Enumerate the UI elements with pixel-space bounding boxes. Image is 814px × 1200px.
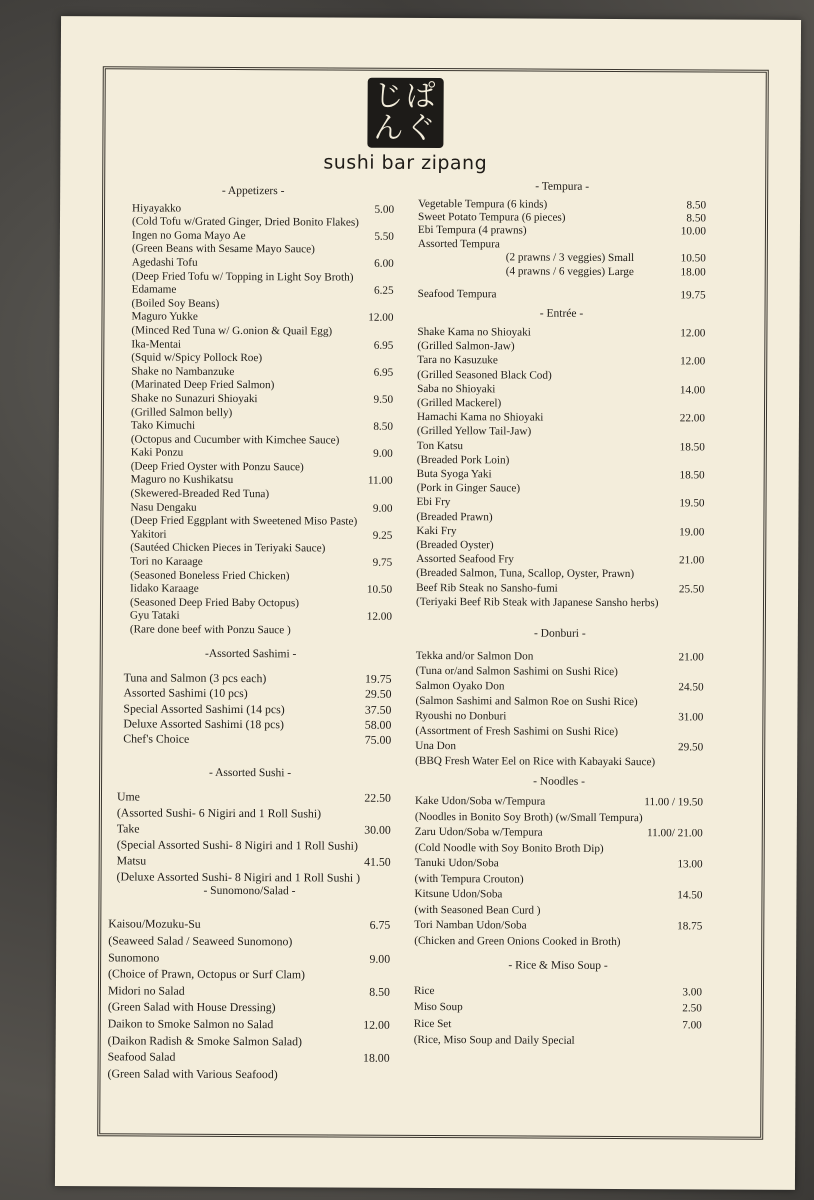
item-name: Maguro Yukke — [131, 310, 198, 324]
menu-item — [123, 731, 391, 748]
item-desc: (BBQ Fresh Water Eel on Rice with Kabayaki Sauce) — [415, 754, 656, 768]
menu-item — [130, 528, 392, 557]
menu-item — [108, 916, 390, 951]
item-price: 13.00 — [677, 858, 703, 871]
section-title-tempura: - Tempura - — [535, 180, 590, 193]
menu-item — [414, 983, 702, 1001]
menu-item — [131, 447, 393, 476]
item-desc: (Grilled Mackerel) — [417, 396, 502, 410]
item-name: Iidako Karaage — [130, 582, 199, 596]
menu-item — [132, 229, 394, 258]
item-name: Ingen no Goma Mayo Ae — [131, 229, 246, 242]
item-price: 12.00 — [680, 327, 706, 340]
section-title-sushi: - Assorted Sushi - — [209, 767, 292, 780]
item-price: 29.50 — [364, 687, 392, 702]
item-name: Ika-Mentai — [131, 337, 182, 351]
item-name: Assorted Seafood Fry — [416, 553, 514, 566]
item-name: Rice — [413, 984, 435, 997]
menu-item — [417, 353, 705, 383]
item-desc: (Grilled Seasoned Black Cod) — [417, 368, 552, 382]
item-desc: (Salmon Sashimi and Salmon Roe on Sushi Rice) — [415, 694, 638, 708]
item-price: 12.00 — [363, 1017, 390, 1032]
menu-item — [415, 794, 703, 827]
item-price: 18.00 — [680, 265, 706, 279]
item-price: 18.50 — [679, 440, 705, 454]
menu-item — [414, 999, 702, 1017]
item-price: 11.00/ 21.00 — [646, 827, 703, 840]
item-desc: (Octopus and Cucumber with Kimchee Sauce) — [130, 433, 340, 447]
item-price: 30.00 — [364, 822, 391, 837]
item-price: 6.25 — [374, 284, 394, 297]
tempura-list — [418, 198, 707, 303]
item-name: Daikon to Smoke Salmon no Salad — [107, 1016, 274, 1032]
item-price: 22.50 — [364, 790, 392, 805]
item-name: Hiyayakko — [132, 202, 182, 215]
item-desc: (Deluxe Assorted Sushi- 8 Nigiri and 1 Roll Sushi ) — [116, 869, 361, 885]
item-name: Miso Soup — [413, 1001, 463, 1014]
item-desc: (Skewered-Breaded Red Tuna) — [130, 487, 270, 501]
item-name: Ebi Tempura (4 prawns) — [417, 224, 527, 237]
item-price: 18.50 — [679, 469, 705, 482]
item-price: 19.75 — [680, 289, 706, 302]
menu-item — [131, 392, 393, 421]
item-name: (2 prawns / 3 veggies) Small — [505, 251, 635, 265]
item-price: 6.95 — [373, 366, 394, 379]
menu-item — [131, 420, 393, 449]
menu-item — [117, 852, 391, 885]
item-name: Sweet Potato Tempura (6 pieces) — [417, 210, 566, 224]
item-name: Beef Rib Steak no Sansho-fumi — [416, 581, 558, 595]
item-name: Yakitori — [130, 528, 167, 541]
right-column — [414, 180, 707, 1050]
restaurant-name: sushi bar zipang — [323, 151, 488, 175]
item-name: Ryoushi no Donburi — [415, 709, 507, 723]
item-desc: (Grilled Yellow Tail-Jaw) — [416, 425, 532, 438]
item-name: Take — [116, 821, 140, 836]
menu-item — [416, 649, 704, 681]
item-name: Matsu — [116, 853, 147, 868]
item-price: 6.00 — [374, 257, 394, 270]
item-name: Deluxe Assorted Sashimi (18 pcs) — [123, 716, 284, 732]
item-name: Ton Katsu — [416, 439, 463, 452]
donburi-list — [415, 649, 704, 771]
menu-item — [417, 439, 705, 469]
item-name: Assorted Tempura — [417, 237, 500, 251]
item-price: 10.50 — [680, 252, 706, 265]
menu-item — [416, 495, 704, 525]
item-desc: (Assorted Sushi- 6 Nigiri and 1 Roll Sushi) — [116, 805, 322, 821]
menu-item — [131, 311, 393, 340]
item-name: Shake no Nambanzuke — [131, 365, 235, 378]
menu-item — [117, 788, 391, 821]
item-name: Hamachi Kama no Shioyaki — [416, 411, 544, 424]
menu-item — [418, 288, 706, 303]
sushi-list — [109, 788, 391, 885]
item-name: (4 prawns / 6 veggies) Large — [505, 265, 634, 278]
menu-item — [123, 701, 391, 718]
menu-item — [417, 325, 705, 355]
item-price: 12.00 — [680, 355, 706, 368]
menu-item — [108, 949, 390, 984]
section-title-donburi: - Donburi - — [533, 627, 586, 640]
item-price: 41.50 — [364, 854, 391, 869]
item-price: 9.50 — [373, 393, 394, 406]
item-name: Buta Syoga Yaki — [416, 468, 492, 481]
menu-item — [416, 524, 704, 554]
item-price: 37.50 — [364, 702, 392, 717]
menu-item — [131, 338, 393, 367]
item-price: 10.00 — [680, 225, 706, 238]
menu-item — [130, 610, 392, 639]
item-name: Kake Udon/Soba w/Tempura — [414, 795, 546, 808]
item-desc: (Cold Noodle with Soy Bonito Broth Dip) — [414, 841, 604, 855]
item-name: Special Assorted Sashimi (14 pcs) — [123, 701, 285, 716]
salad-list — [107, 916, 390, 1083]
menu-item — [117, 820, 391, 853]
item-price: 58.00 — [364, 717, 392, 732]
left-column — [107, 184, 394, 1083]
item-price: 6.95 — [373, 339, 394, 352]
menu-item — [417, 410, 705, 440]
item-price: 5.50 — [374, 230, 394, 243]
menu-item — [123, 716, 391, 733]
item-price: 11.00 — [367, 475, 393, 488]
item-price: 22.00 — [679, 412, 706, 425]
item-name: Tanuki Udon/Soba — [414, 857, 499, 870]
item-price: 7.00 — [682, 1019, 702, 1032]
menu-item — [414, 887, 702, 920]
menu-item — [130, 501, 392, 530]
item-price: 24.50 — [678, 680, 704, 694]
menu-item — [416, 581, 704, 611]
item-price: 19.75 — [365, 671, 392, 686]
appetizers-list — [110, 202, 394, 638]
item-price: 11.00 / 19.50 — [644, 796, 703, 809]
item-price: 21.00 — [678, 651, 704, 664]
item-name: Una Don — [415, 739, 456, 752]
menu-item — [123, 686, 391, 703]
item-desc: (Breaded Oyster) — [416, 539, 494, 552]
item-price: 31.00 — [678, 710, 704, 724]
item-price: 19.00 — [679, 526, 705, 539]
item-name: Shake Kama no Shioyaki — [417, 325, 531, 339]
item-name: Salmon Oyako Don — [415, 679, 505, 693]
sashimi-list — [109, 671, 391, 748]
menu-item — [131, 365, 393, 394]
item-desc: (Squid w/Spicy Pollock Roe) — [131, 351, 263, 365]
item-name: Vegetable Tempura (6 kinds) — [418, 197, 548, 211]
item-name: Tuna and Salmon (3 pcs each) — [123, 670, 267, 686]
item-name: Nasu Dengaku — [130, 501, 197, 514]
item-price: 9.25 — [372, 529, 393, 542]
item-name: Kaki Fry — [416, 524, 457, 538]
item-price: 75.00 — [364, 732, 392, 747]
item-name: Edamame — [131, 283, 177, 296]
item-price: 19.50 — [679, 497, 705, 510]
menu-item — [108, 982, 390, 1017]
item-price: 21.00 — [679, 554, 705, 567]
item-price: 29.50 — [678, 740, 704, 754]
item-desc: (Special Assorted Sushi- 8 Nigiri and 1 Roll Sushi) — [116, 837, 358, 853]
item-name: Sunomono — [108, 949, 160, 965]
menu-item — [414, 918, 702, 951]
menu-item — [108, 1015, 390, 1050]
item-price: 18.75 — [677, 920, 703, 933]
menu-item — [415, 739, 703, 771]
item-name: Chef's Choice — [123, 731, 190, 746]
section-title-salad: - Sunomono/Salad - — [203, 884, 296, 898]
item-price: 2.50 — [682, 1002, 702, 1015]
item-name: Ume — [116, 789, 140, 804]
menu-item — [415, 856, 703, 889]
restaurant-logo: じぱ んぐ — [367, 78, 443, 148]
item-desc: (Deep Fried Eggplant with Sweetened Miso Paste) — [130, 514, 358, 528]
item-desc: (Grilled Salmon-Jaw) — [417, 340, 515, 353]
item-price: 8.50 — [686, 212, 707, 225]
item-price: 9.00 — [369, 951, 391, 966]
item-name: Assorted Sashimi (10 pcs) — [123, 685, 248, 701]
item-desc: (Deep Fried Tofu w/ Topping in Light Soy Broth) — [131, 270, 354, 284]
item-desc: (with Seasoned Bean Curd ) — [414, 903, 541, 917]
section-title-entree: - Entrée - — [539, 308, 584, 321]
item-name: Ebi Fry — [416, 496, 451, 509]
item-name: Kaisou/Mozuku-Su — [108, 916, 201, 932]
item-desc: (Sautéed Chicken Pieces in Teriyaki Sauce) — [130, 541, 326, 555]
item-desc: (Marinated Deep Fried Salmon) — [131, 378, 275, 392]
menu-item — [416, 552, 704, 582]
menu-item-option — [418, 265, 706, 280]
item-price: 12.00 — [368, 312, 394, 325]
item-desc: (Choice of Prawn, Octopus or Surf Clam) — [108, 966, 306, 982]
item-desc: (Teriyaki Beef Rib Steak with Japanese Sansho herbs) — [415, 595, 659, 610]
item-price: 6.75 — [369, 918, 391, 933]
item-desc: (Seasoned Deep Fried Baby Octopus) — [129, 596, 300, 610]
menu-item — [132, 284, 394, 313]
item-desc: (Green Salad with Various Seafood) — [107, 1066, 278, 1081]
menu-item — [415, 825, 703, 858]
menu-item — [131, 474, 393, 503]
item-price: 14.50 — [677, 889, 703, 902]
menu-sheet — [55, 16, 801, 1190]
item-name: Zaru Udon/Soba w/Tempura — [414, 826, 543, 839]
item-price: 3.00 — [682, 986, 702, 999]
item-price: 9.00 — [373, 447, 393, 461]
item-desc: (Minced Red Tuna w/ G.onion & Quail Egg) — [131, 324, 333, 338]
entree-list — [416, 325, 705, 611]
menu-item — [414, 1016, 702, 1051]
item-name: Rice Set — [413, 1017, 452, 1031]
rice-list — [414, 983, 702, 1051]
menu-item — [124, 671, 392, 688]
item-desc: (Chicken and Green Onions Cooked in Broth) — [414, 934, 621, 948]
menu-item — [132, 256, 394, 285]
item-desc: (Seaweed Salad / Seaweed Sunomono) — [108, 933, 293, 949]
item-price: 12.00 — [366, 611, 392, 624]
item-price: 14.00 — [679, 384, 706, 397]
item-desc: (Breaded Pork Loin) — [416, 453, 510, 467]
item-price: 9.00 — [372, 502, 393, 515]
item-name: Midori no Salad — [107, 983, 185, 998]
item-desc: (Deep Fried Oyster with Ponzu Sauce) — [130, 460, 304, 474]
item-price: 18.00 — [363, 1050, 390, 1065]
section-title-appetizers: - Appetizers - — [221, 184, 285, 198]
menu-item — [130, 555, 392, 584]
item-desc: (Assortment of Fresh Sashimi on Sushi Rice) — [415, 724, 618, 738]
section-title-rice: - Rice & Miso Soup - — [508, 959, 608, 973]
item-name: Tekka and/or Salmon Don — [415, 649, 534, 663]
item-desc: (Green Salad with House Dressing) — [107, 999, 276, 1015]
section-title-sashimi: -Assorted Sashimi - — [205, 647, 297, 660]
item-desc: (Rare done beef with Ponzu Sauce ) — [129, 623, 291, 637]
item-desc: (Seasoned Boneless Fried Chicken) — [130, 569, 290, 582]
item-name: Tako Kimuchi — [130, 419, 196, 432]
item-price: 8.50 — [369, 984, 391, 999]
menu-item — [107, 1048, 389, 1083]
noodles-list — [414, 794, 703, 951]
section-title-noodles: - Noodles - — [533, 775, 585, 788]
item-price: 8.50 — [373, 420, 393, 433]
item-name: Saba no Shioyaki — [417, 382, 496, 396]
menu-item — [132, 202, 394, 231]
item-price: 25.50 — [678, 583, 705, 596]
item-desc: (Grilled Salmon belly) — [130, 405, 233, 419]
menu-item — [415, 709, 703, 741]
menu-item — [417, 467, 705, 497]
item-name: Tori no Karaage — [130, 555, 203, 568]
item-desc: (Breaded Salmon, Tuna, Scallop, Oyster, Prawn) — [416, 567, 635, 581]
menu-item — [130, 583, 392, 612]
item-desc: (Breaded Prawn) — [416, 510, 493, 524]
item-name: Seafood Tempura — [417, 287, 497, 301]
item-desc: (Pork in Ginger Sauce) — [416, 482, 521, 495]
item-price: 8.50 — [686, 198, 707, 212]
item-price: 10.50 — [366, 583, 393, 597]
item-name: Tara no Kasuzuke — [417, 354, 498, 367]
item-name: Kitsune Udon/Soba — [414, 888, 503, 901]
item-name: Maguro no Kushikatsu — [130, 473, 234, 487]
item-desc: (Rice, Miso Soup and Daily Special — [413, 1034, 575, 1048]
item-name: Agedashi Tofu — [131, 256, 198, 269]
item-desc: (with Tempura Crouton) — [414, 872, 524, 886]
item-name: Seafood Salad — [107, 1049, 176, 1064]
item-name: Kaki Ponzu — [130, 446, 184, 459]
menu-item — [417, 382, 705, 412]
item-desc: (Daikon Radish & Smoke Salmon Salad) — [107, 1032, 303, 1048]
item-name: Gyu Tataki — [129, 609, 180, 623]
item-desc: (Tuna or/and Salmon Sashimi on Sushi Rice) — [415, 664, 618, 678]
item-name: Tori Namban Udon/Soba — [414, 919, 527, 932]
menu-item — [415, 679, 703, 711]
item-price: 5.00 — [374, 203, 395, 216]
item-desc: (Green Beans with Sesame Mayo Sauce) — [131, 242, 315, 256]
item-desc: (Noodles in Bonito Soy Broth) (w/Small Tempura) — [414, 810, 643, 824]
item-name: Shake no Sunazuri Shioyaki — [131, 392, 258, 406]
item-price: 9.75 — [372, 556, 393, 569]
item-desc: (Boiled Soy Beans) — [131, 297, 220, 310]
item-desc: (Cold Tofu w/Grated Ginger, Dried Bonito Flakes) — [131, 215, 359, 229]
